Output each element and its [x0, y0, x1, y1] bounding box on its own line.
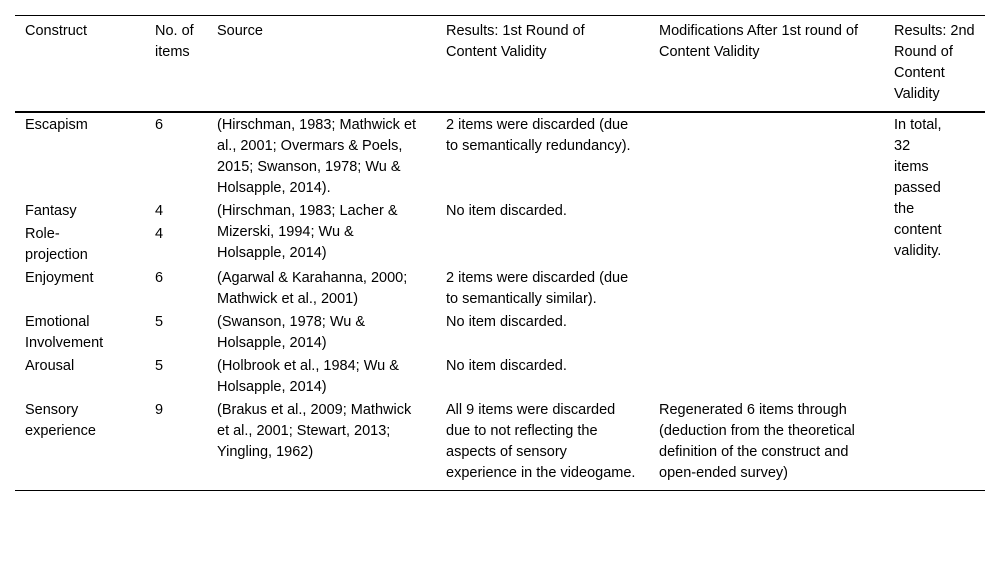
cell-modifications: [649, 267, 884, 311]
cell-result-first-round: No item discarded.: [446, 314, 567, 330]
cell-source: (Brakus et al., 2009; Mathwick et al., 2001; Stewart, 2013; Yingling, 1962): [217, 402, 412, 460]
cell-source: (Holbrook et al., 1984; Wu & Holsapple, 2014): [217, 358, 399, 395]
cell-construct: Sensory experience: [25, 402, 96, 439]
cell-modifications: [649, 311, 884, 355]
cell-construct: Role-projection: [25, 226, 88, 263]
cell-items: 4: [155, 203, 164, 219]
header-construct: Construct: [25, 23, 88, 39]
cell-source: (Hirschman, 1983; Mathwick et al., 2001; Overmars & Poels, 2015; Swanson, 1978; Wu & Holsapple, 2014).: [217, 117, 417, 196]
content-validity-table: [15, 15, 985, 491]
cell-construct: Escapism: [25, 117, 88, 133]
cell-result-first-round: No item discarded.: [446, 203, 567, 219]
cell-source: (Swanson, 1978; Wu & Holsapple, 2014): [217, 314, 366, 351]
cell-source: (Agarwal & Karahanna, 2000; Mathwick et al., 2001): [217, 270, 408, 307]
cell-items: 6: [155, 270, 164, 286]
header-first-round-results: Results: 1st Round of Content Validity: [446, 23, 585, 60]
cell-modifications: [649, 200, 884, 267]
cell-result-first-round: 2 items were discarded (due to semantically redundancy).: [446, 117, 631, 154]
cell-modifications: Regenerated 6 items through (deduction from the theoretical definition of the construct and open-ended survey): [659, 402, 855, 481]
cell-result-second-round: In total, 32 items passed the content validity.: [894, 117, 942, 259]
header-second-round-results: Results: 2nd Round of Content Validity: [894, 23, 975, 102]
header-modifications: Modifications After 1st round of Content Validity: [659, 23, 859, 60]
cell-modifications: [649, 112, 884, 200]
table-row: [15, 267, 985, 311]
cell-construct: Fantasy: [25, 203, 77, 219]
cell-items: 4: [155, 226, 164, 242]
cell-construct: Emotional Involvement: [25, 314, 104, 351]
cell-result-first-round: All 9 items were discarded due to not reflecting the aspects of sensory experience in the videogame.: [446, 402, 636, 481]
cell-items: 9: [155, 402, 164, 418]
header-number-of-items: No. of items: [155, 23, 194, 60]
cell-result-first-round: 2 items were discarded (due to semantically similar).: [446, 270, 629, 307]
cell-modifications: [649, 355, 884, 399]
cell-result-first-round: No item discarded.: [446, 358, 567, 374]
table-row: [15, 112, 985, 200]
table-row: [15, 311, 985, 355]
table-row: [15, 200, 985, 223]
cell-construct: Arousal: [25, 358, 75, 374]
table-header-row: [15, 16, 985, 113]
cell-items: 6: [155, 117, 164, 133]
cell-items: 5: [155, 314, 164, 330]
header-source: Source: [217, 23, 263, 39]
cell-construct: Enjoyment: [25, 270, 94, 286]
cell-items: 5: [155, 358, 164, 374]
table-row: [15, 399, 985, 491]
cell-source: (Hirschman, 1983; Lacher & Mizerski, 1994; Wu & Holsapple, 2014): [217, 203, 398, 261]
table-row: [15, 355, 985, 399]
